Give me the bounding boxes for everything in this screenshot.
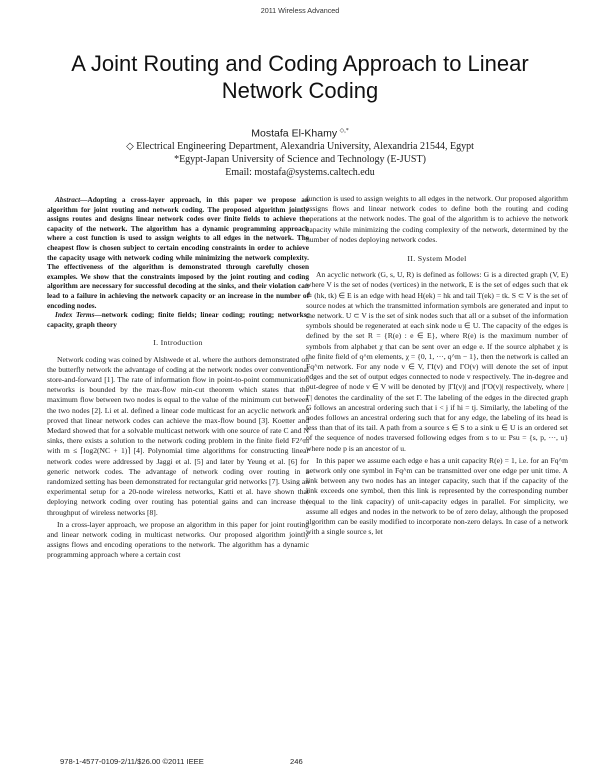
intro-paragraph-2: In a cross-layer approach, we propose an algorithm in this paper for joint routing and linear network coding in multicast networks. Our proposed algorithm jointly assigns flows and encoding operations to the network. The algorithm has a dynamic programming approach where a certain cost — [47, 519, 309, 560]
index-terms-text: —network coding; finite fields; linear coding; routing; networks; capacity, graph theory — [47, 310, 309, 329]
index-terms — [47, 310, 309, 329]
right-column — [306, 194, 568, 538]
author-name: Mostafa El-Khamy — [251, 127, 338, 140]
intro-paragraph-1: Network coding was coined by Alshwede et al. where the authors demonstrated on the butterfly network the advantage of coding at the network nodes over conventional store-and-forward [1]. The rate of information flow in point-to-point communication networks is bounded by the max-flow min-cut theorem which states that the maximum flow between two nodes is equal to the value of the minimum cut between the two nodes [2]. Li et al. defined a linear code multicast for an acyclic network and proved that linear network codes can achieve the max-flow bound [3]. Koetter and Medard showed that for a solvable multicast network with one source of rate C and N sinks, there exists a solution to the network coding problem in the finite field F2^m with m ≤ ⌈log2(NC + 1)⌉ [4]. Polynomial time algorithms for constructing linear network codes were addressed by Jaggi et al. [5] and later by Yeung et al. [6] for generic network codes. The advantage of network coding over routing in a randomized setting has been demonstrated for rectangular grid networks [7]. Using an experimental setup for a 20-node wireless networks, Katti et al. have shown that deploying network coding over routing has potential gains and can increase the throughput of wireless networks [8]. — [47, 354, 309, 517]
system-paragraph-2: In this paper we assume each edge e has a unit capacity R(e) = 1, i.e. for an Fq^m network only one symbol in Fq^m can be transmitted over one edge per unit time. A link between any two nodes has an integer capacity, such that if the capacity of the link exceeds one symbol, then this link is represented by the corresponding number (equal to the link capacity) of unit-capacity edges in parallel. For simplicity, we assume all edges and nodes in the network to be of zero delay, although the proposed algorithm can be easily modified to incorporate non-zero delays. In case of a network with a single source s, let — [306, 455, 568, 537]
paper-title: A Joint Routing and Coding Approach to Linear Network Coding — [71, 51, 529, 103]
author-superscript: ◇,* — [339, 128, 349, 134]
abstract-label: Abstract — [55, 195, 81, 204]
index-terms-label: Index Terms — [55, 310, 95, 320]
author-email: Email: mostafa@systems.caltech.edu — [225, 167, 375, 179]
affiliation-1: ◇ Electrical Engineering Department, Alexandria University, Alexandria 21544, Egypt — [126, 141, 474, 153]
footer-isbn: 978-1-4577-0109-2/11/$26.00 ©2011 IEEE — [60, 757, 204, 766]
section-heading-system-model: II. System Model — [407, 254, 467, 264]
left-column — [47, 195, 309, 561]
abstract — [47, 195, 309, 310]
section-heading-introduction: I. Introduction — [153, 338, 203, 348]
author-line — [40, 125, 560, 140]
running-header: 2011 Wireless Advanced — [260, 6, 340, 15]
system-paragraph-1: An acyclic network (G, s, U, R) is defined as follows: G is a directed graph (V, E) where V is the set of nodes (vertices) in the network, E is the set of edges such that ek ≜ (hk, tk) ∈ E is an edge with head H(ek) = hk and tail T(ek) = tk. S ⊂ V is the set of source nodes at which the transmitted information symbols are generated and input to the network. U ⊂ V is the set of sink nodes such that all or a subset of the information symbols should be regenerated at each sink node u ∈ U. The capacity of the edges is defined by the set R = {R(e) : e ∈ E}, where R(e) is the maximum number of symbols from alphabet χ that can be sent over an edge e. If the source alphabet χ is the finite field of q^m elements, χ = {0, 1, ···, q^m − 1}, then the network is called an Fq^m network. For any node v ∈ V, ΓI(v) and ΓO(v) will denote the set of input edges and the set of output edges connected to node v respectively. The in-degree and out-degree of node v ∈ V will be denoted by |ΓI(v)| and |ΓO(v)| respectively, where |Γ| denotes the cardinality of the set Γ. The labeling of the edges in the directed graph G follows an ancestral ordering such that i < j if hi = tj. Similarly, the labeling of the nodes follows an ancestral ordering such that for any edge, the labeling of its head is less than that of its tail. A path from a source s ∈ S to a sink u ∈ U is an ordered set of the sequence of nodes traversed following edges from s to u: Psu = {s, p, ···, u} where node p is an ancestor of u. — [306, 270, 568, 453]
right-continuation-paragraph: function is used to assign weights to all edges in the network. Our proposed algorithm assigns flows and linear network codes to define both the routing and coding operations at the network nodes. The goal of the algorithm is to achieve the network capacity while minimizing the coding complexity of the network, determined by the number of nodes deploying network codes. — [306, 194, 568, 244]
footer-page-number: 246 — [290, 757, 303, 766]
author-block — [40, 125, 560, 179]
abstract-text: —Adopting a cross-layer approach, in this paper we propose an algorithm for joint routing and network coding. The proposed algorithm jointly assigns routes and designs linear network codes over finite fields to achieve the capacity of the network. The algorithm has a dynamic programming approach where a cost function is used to assign weights to all edges in the network. The cheapest flow is chosen subject to certain encoding constraints in order to achieve the capacity usage with network coding while minimizing the network complexity. The effectiveness of the algorithm is demonstrated through carefully chosen examples. We show that the constraints imposed by the joint routing and coding algorithm are necessary for successful decoding at the sinks, and their violation can lead to a failure in achieving the network capacity or an increase in the number of encoding nodes. — [47, 195, 309, 310]
affiliation-2: *Egypt-Japan University of Science and Technology (E-JUST) — [174, 154, 426, 166]
